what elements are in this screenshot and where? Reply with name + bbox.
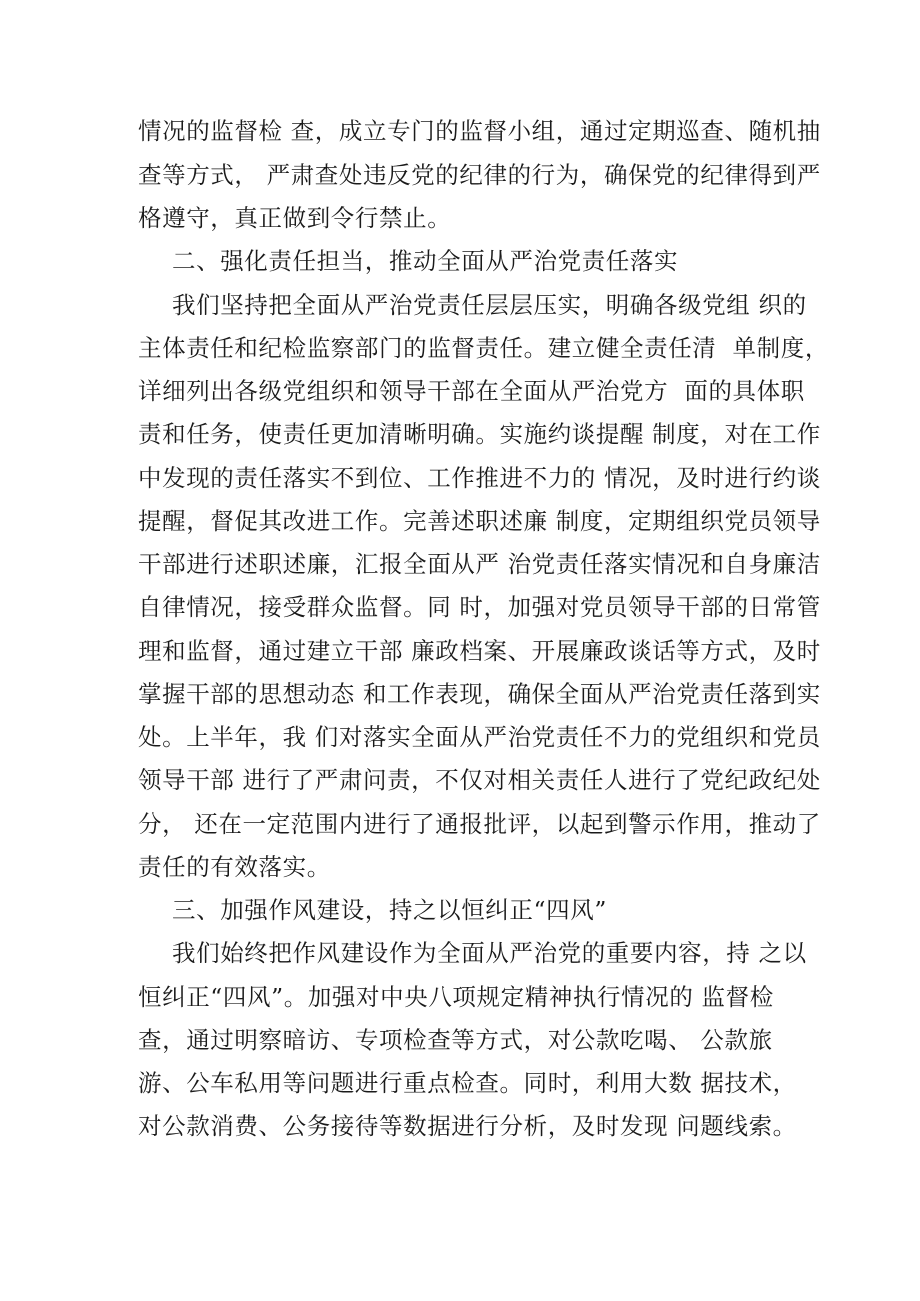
text-line: 分， 还在一定范围内进行了通报批评，以起到警示作用，推动了	[138, 810, 821, 838]
text-line: 查，通过明察暗访、专项检查等方式，对公款吃喝、 公款旅	[138, 1026, 773, 1054]
text-line: 中发现的责任落实不到位、工作推进不力的 情况，及时进行约谈	[138, 464, 821, 492]
text-line: 游、公车私用等问题进行重点检查。同时，利用大数 据技术，	[138, 1069, 797, 1097]
text-line: 格遵守，真正做到令行禁止。	[138, 204, 452, 232]
text-line: 详细列出各级党组织和领导干部在全面从严治党方 面的具体职	[138, 377, 805, 405]
text-line: 理和监督，通过建立干部 廉政档案、开展廉政谈话等方式，及时	[138, 637, 821, 665]
text-line: 自律情况，接受群众监督。同 时，加强对党员领导干部的日常管	[138, 593, 821, 621]
text-line: 对公款消费、公务接待等数据进行分析，及时发现 问题线索。	[138, 1112, 797, 1140]
text-line: 我们坚持把全面从严治党责任层层压实，明确各级党组 织的	[172, 291, 807, 319]
text-line: 干部进行述职述廉，汇报全面从严 治党责任落实情况和自身廉洁	[138, 550, 821, 578]
section-heading-2: 二、强化责任担当，推动全面从严治党责任落实	[172, 247, 679, 275]
text-line: 提醒，督促其改进工作。完善述职述廉 制度，定期组织党员领导	[138, 507, 821, 535]
text-line: 掌握干部的思想动态 和工作表现，确保全面从严治党责任落到实	[138, 680, 821, 708]
text-line: 情况的监督检 查，成立专门的监督小组，通过定期巡查、随机抽	[138, 117, 821, 145]
section-heading-3: 三、加强作风建设，持之以恒纠正“四风”	[172, 896, 607, 924]
text-line: 处。上半年，我 们对落实全面从严治党责任不力的党组织和党员	[138, 723, 821, 751]
text-line: 恒纠正“四风”。加强对中央八项规定精神执行情况的 监督检	[138, 983, 774, 1011]
text-line: 责任的有效落实。	[138, 853, 331, 881]
text-line: 领导干部 进行了严肃问责，不仅对相关责任人进行了党纪政纪处	[138, 766, 821, 794]
text-line: 主体责任和纪检监察部门的监督责任。建立健全责任清 单制度，	[138, 334, 829, 362]
text-line: 责和任务，使责任更加清晰明确。实施约谈提醒 制度，对在工作	[138, 420, 821, 448]
text-line: 查等方式， 严肃查处违反党的纪律的行为，确保党的纪律得到严	[138, 161, 821, 189]
text-line: 我们始终把作风建设作为全面从严治党的重要内容，持 之以	[172, 939, 807, 967]
